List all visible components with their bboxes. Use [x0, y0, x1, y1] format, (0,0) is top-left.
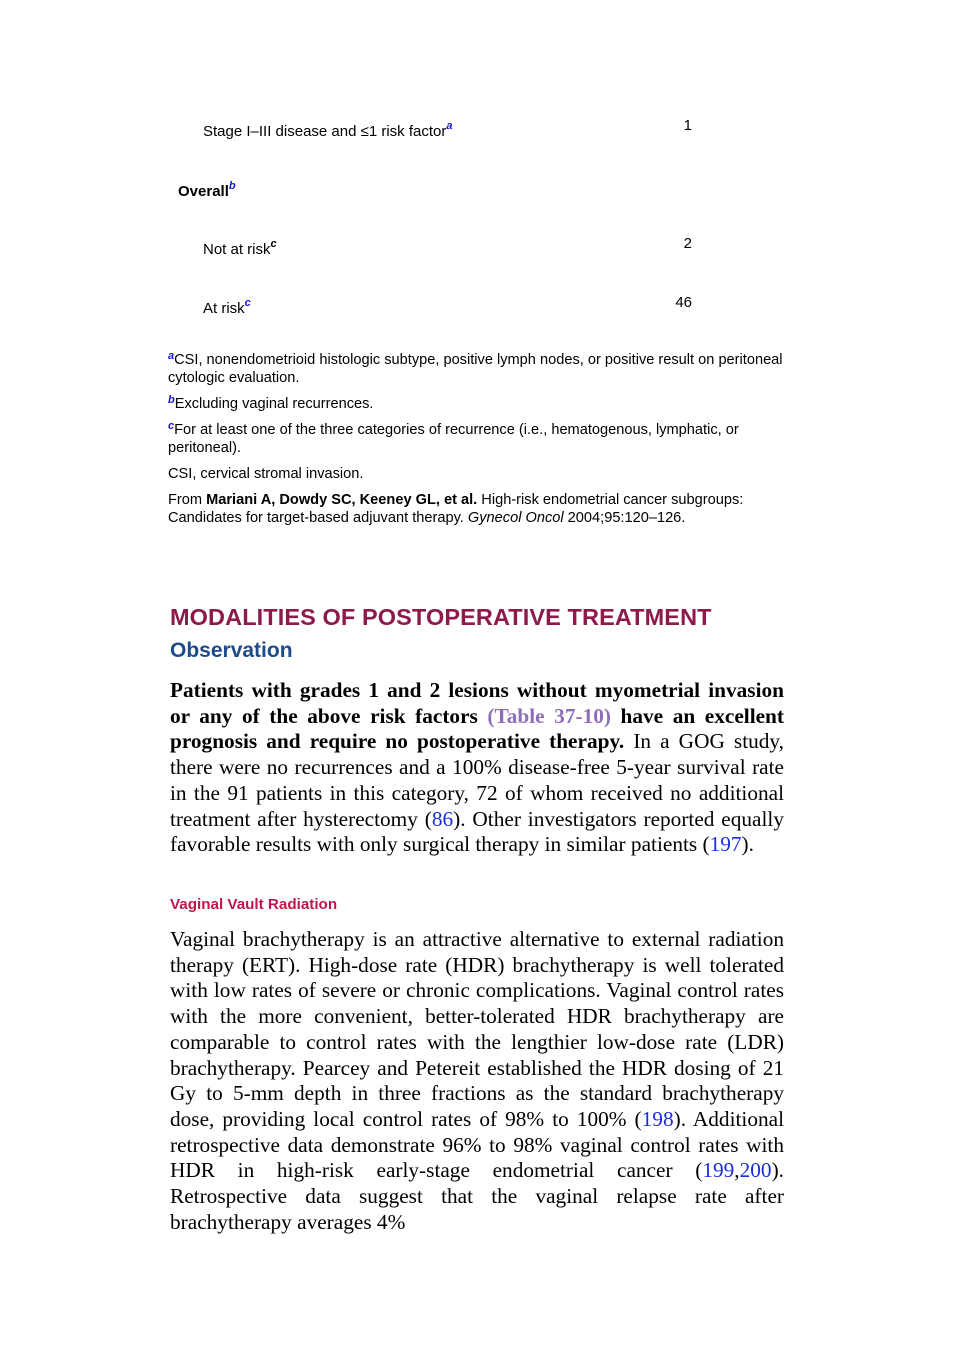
para2-text: ). Retrospective data suggest that the vaginal relapse rate after brachytherapy averages 4%	[170, 1158, 784, 1234]
para1-bold-lead: Patients with grades 1 and 2 lesions without myometrial invasion or any of the above risk factors	[170, 678, 784, 728]
paragraph-observation	[170, 678, 784, 858]
citation-link-86[interactable]: 86	[431, 806, 454, 831]
footnote-marker-b[interactable]: b	[228, 180, 236, 192]
row-label: Not at risk	[203, 241, 271, 258]
footnote-a-mark: a	[168, 350, 175, 362]
abbreviation-note: CSI, cervical stromal invasion.	[168, 466, 364, 482]
footnote-marker-c[interactable]: c	[244, 297, 251, 309]
citation-link-199[interactable]: 199	[702, 1158, 735, 1183]
citation-link-198[interactable]: 198	[641, 1106, 674, 1131]
row-label: Overall	[178, 183, 229, 200]
footnote-marker-a[interactable]: a	[446, 120, 453, 132]
para1-text: ). Other investigators reported equally favorable results with only surgical therapy in similar patients (	[170, 806, 784, 857]
footnote-c-text: For at least one of the three categories of recurrence (i.e., hematogenous, lymphatic, or peritoneal).	[168, 422, 739, 456]
row-label: At risk	[203, 300, 245, 317]
footnote-a	[168, 351, 788, 387]
source-journal: Gynecol Oncol	[467, 510, 564, 526]
paragraph-vaginal-vault	[170, 927, 784, 1235]
table-value: 46	[675, 294, 692, 311]
footnote-c	[168, 421, 788, 457]
para2-text: ). Additional retrospective data demonstrate 96% to 98% vaginal control rates with HDR in high-risk early-stage endometrial cancer (	[170, 1106, 784, 1183]
section-title: MODALITIES OF POSTOPERATIVE TREATMENT	[170, 604, 712, 630]
subsection-title: Observation	[170, 639, 293, 662]
citation-separator: ,	[734, 1158, 740, 1183]
source-prefix: From	[168, 492, 207, 508]
footnote-marker-c: c	[270, 238, 277, 250]
table-value: 1	[683, 117, 692, 134]
source-authors: Mariani A, Dowdy SC, Keeney GL, et al.	[206, 492, 478, 508]
para1-text: In a GOG study, there were no recurrences and a 100% disease-free 5-year survival rate in the 91 patients in this category, 72 of whom received no additional treatment after hysterectomy (	[170, 729, 784, 831]
source-citation	[168, 491, 788, 527]
footnote-c-mark: c	[168, 420, 175, 432]
para2-text: Vaginal brachytherapy is an attractive alternative to external radiation therapy (ERT). High-dose rate (HDR) brachytherapy is well tolerated with low rates of severe or chronic complications. Vaginal control rates with the more convenient, better-tolerated HDR brachytherapy are comparable to control rates with the lengthier low-dose rate (LDR) brachytherapy. Pearcey and Petereit established the HDR dosing of 21 Gy to 5-mm depth in three fractions as the standard brachytherapy dose, providing local control rates of 98% to 100% (	[170, 927, 784, 1131]
footnote-b	[168, 395, 788, 413]
source-title: High-risk endometrial cancer subgroups: Candidates for target-based adjuvant therapy.	[168, 492, 744, 526]
table-row-stage	[203, 120, 453, 140]
table-row-overall	[178, 180, 236, 200]
citation-link-200[interactable]: 200	[739, 1158, 772, 1183]
footnote-b-text: Excluding vaginal recurrences.	[174, 396, 374, 412]
table-value: 2	[683, 235, 692, 252]
subsubsection-title: Vaginal Vault Radiation	[170, 896, 338, 913]
citation-link-197[interactable]: 197	[709, 832, 742, 857]
para1-bold-tail: have an excellent prognosis and require no postoperative therapy.	[170, 703, 784, 754]
table-row-not-at-risk	[203, 238, 277, 258]
footnote-a-text: CSI, nonendometrioid histologic subtype, positive lymph nodes, or positive result on peritoneal cytologic evaluation.	[168, 352, 783, 386]
row-label: Stage I–III disease and ≤1 risk factor	[203, 123, 447, 140]
table-reference-link[interactable]: (Table 37-10)	[487, 703, 611, 728]
para1-text: ).	[741, 832, 754, 857]
table-footnotes	[168, 351, 788, 535]
footnote-b-mark: b	[168, 394, 175, 406]
table-row-at-risk	[203, 297, 251, 317]
source-year: 2004;95:120–126.	[563, 510, 686, 526]
